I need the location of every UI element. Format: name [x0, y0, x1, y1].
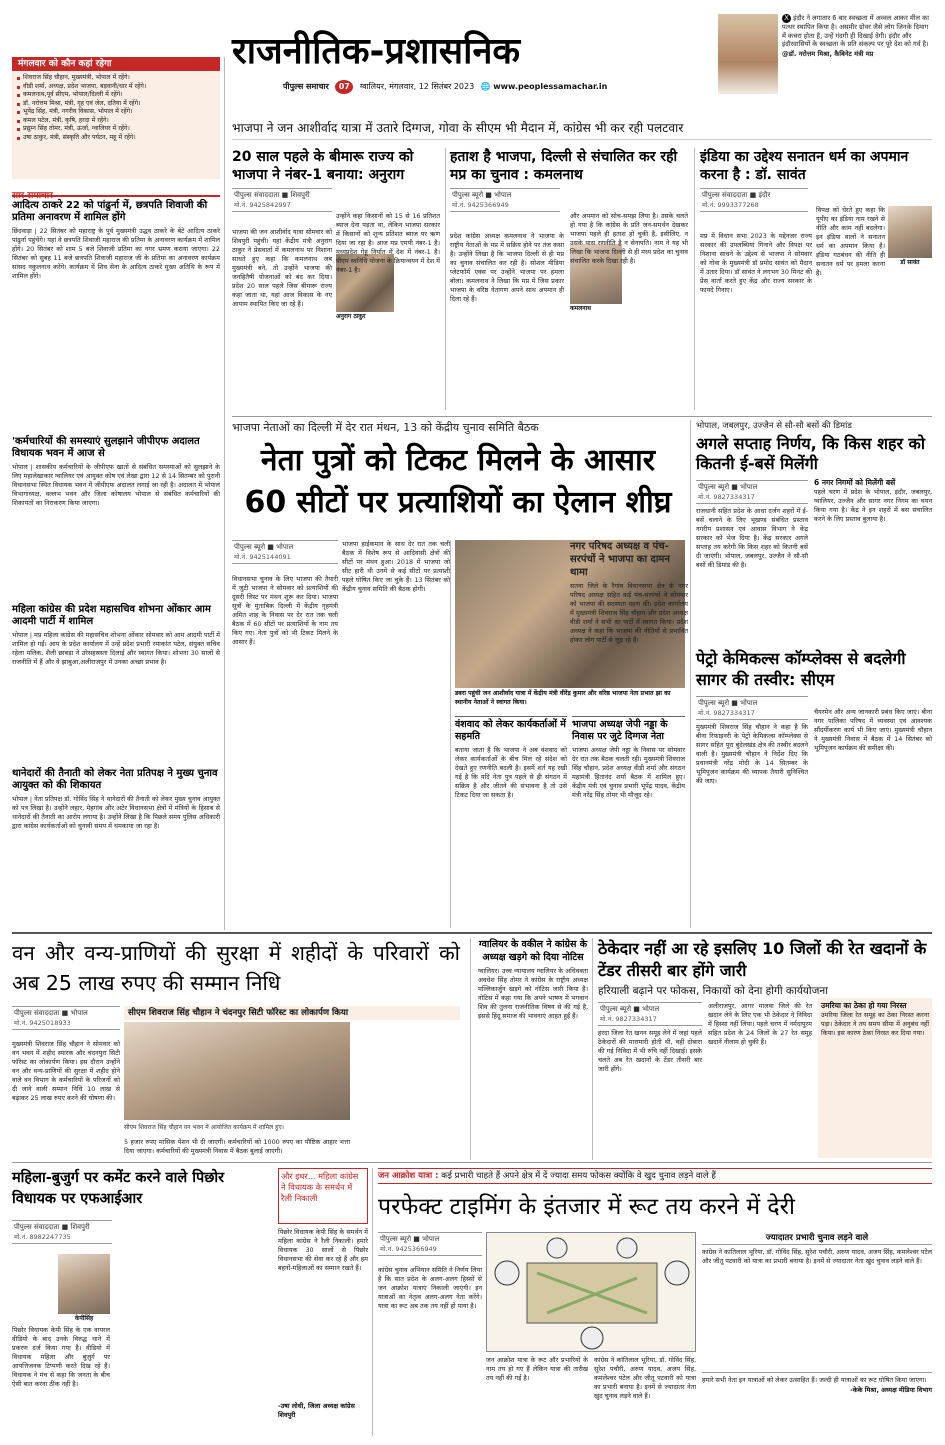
- quote-author: @डॉ. नरोत्तम मिश्रा, कैबिनेट मंत्री मप्र: [782, 49, 874, 58]
- schedule-item: उषा ठाकुर, मंत्री, संस्कृति और पर्यटन, महू में रहेंगे।: [15, 134, 217, 143]
- story-subhead: ज्यादातर प्रभारी चुनाव लड़ने वाले: [702, 1232, 932, 1245]
- cartoon-figure: [617, 1238, 637, 1258]
- byline: [378, 1232, 482, 1256]
- top-banner: [232, 118, 932, 140]
- story-kicker: भोपाल, जबलपुर, उज्जैन से सौ-सौ बसों की डिमांड: [696, 421, 852, 431]
- column-divider: [450, 540, 451, 928]
- story-body: पहले चरण में प्रदेश के भोपाल, इंदौर, जबलपुर, ग्वालियर, उज्जैन और सागर नगर निगम का चयन किया गया है। केंद्र ने इन शहरों में बस संचालित करने के लिए प्रस्ताव बुलाया है।: [814, 488, 932, 523]
- brief-body: भोपाल | मप्र महिला कांग्रेस की महासचिव शोभना ओंकार सोमवार को आम आदमी पार्टी में शामिल हो गईं। आप के प्रदेश कार्यालय में उन्हें प्रदेश प्रभारी रमाकांत पटेल, संयुक्त सचिव रहेला मलिक, शैली छाबड़ा ने उरेसहस्रस्ता दिलाई और स्वागत किया। शोभना 30 सालों से राजनीति में हैं और वे झाबुआ,अलीराजपुर में उनका अच्छा प्रभाव है।: [12, 631, 220, 666]
- byline-text: पीपुल्स संवाददाता ■ शिवपुरी: [234, 191, 310, 199]
- dateline-bar: [283, 80, 713, 96]
- ebus-col2: [814, 478, 932, 638]
- yatra-quote: [702, 1372, 932, 1394]
- lead-body-col2: भाजपा हाईकमान के साथ देर रात तक चली बैठक में विशेष रूप से आदिवासी क्षेत्रों की सीटों पर मंथन हुआ। 2018 में भाजपा जो सीट हारी थी उनमें से कई सीटों पर प्रत्याशी पहले घोषित किए जा चुके हैं। 13 सितंबर को केंद्रीय चुनाव समिति की बैठक होगी।: [342, 540, 450, 593]
- byline-text: पीपुल्स ब्यूरो ■ भोपाल: [380, 1235, 440, 1243]
- story-body: उन्होंने कहा किसानों को 15 से 16 प्रतिशत ब्याज देना पड़ता था, लेकिन भाजपा सरकार में किसानों को शून्य प्रतिशत ब्याज पर ऋण दिया जा रहा है। आज मप्र एमपी नंबर-1 है। मध्यप्रदेश गेहूं निर्यात में देश में नंबर-1 है। पीएम स्वनिधि योजना के क्रियान्वयन में देश में नंबर-1 है।: [336, 212, 440, 274]
- story-headline: 20 साल पहले के बीमारू राज्य को भाजपा ने नंबर-1 बनाया: अनुराग: [232, 149, 414, 183]
- byline: [598, 1002, 702, 1026]
- story-kamalnath: [450, 148, 688, 413]
- story-banner: सीएम शिवराज सिंह चौहान ने चंदनपुर सिटी फॉरेस्ट का लोकार्पण किया: [124, 1006, 460, 1020]
- story-body: अलीराजपुर, आगर मालवा जिले की रेत खदान लेने के लिए एक भी ठेकेदार ने निविदा में हिस्सा नहीं लिया। पहले चरण में नर्मदापुरम सहित प्रदेश के 24 जिलों के 27 रेत समूह खदानें नीलाम हो चुकी हैं।: [708, 1002, 812, 1046]
- story-headline: वंशवाद को लेकर कार्यकर्ताओं में सहमति: [455, 716, 567, 743]
- byline: [700, 188, 808, 212]
- story-headline: अगले सप्ताह निर्णय, कि किस शहर को कितनी ई-बसें मिलेंगी: [696, 434, 925, 473]
- yatra-kicker-bar: [378, 1168, 932, 1184]
- page-title: [232, 28, 632, 78]
- brief-headline: महिला कांग्रेस की प्रदेश महासचिव शोभना ओंकार आम आदमी पार्टी में शामिल: [12, 604, 211, 627]
- story-headline: ठेकेदार नहीं आ रहे इसलिए 10 जिलों की रेत खदानों के टेंडर तीसरी बार होंगे जारी: [598, 939, 927, 980]
- byline: [450, 188, 560, 212]
- brief-aditya: [12, 200, 220, 432]
- brief-shobhana: [12, 604, 220, 764]
- story-van-headline: [12, 938, 460, 1000]
- byline-mobile: मो.नं. 9993377268: [702, 201, 759, 209]
- story-nagar-parishad: [570, 540, 688, 712]
- story-body: चैयरमेन और अन्य जानकारी प्रबंध किए जाएं। बीना नगर पालिका परिषद में व्यवस्था एवं आवश्यक सौंदर्यीकरण कार्य भी किए जाएं। मुख्यमंत्री चौहान ने मुख्यमंत्री निवास में बैठक में 14 सितंबर को भूमिपूजन कार्यक्रम की समीक्षा की।: [814, 708, 932, 752]
- story-body: राजधानी सहित प्रदेश के आधा दर्जन शहरों में ई-बसें चलाने के लिए भूखण्ड संबंधित प्रस्ताव नगरीय प्रशासन एवं आवास विभाग ने केंद्र सरकार को भेज दिया है। केंद्र सरकार अगले सप्ताह तय करेगी कि किस शहर को कितनी बसें दी जाएंगी। भोपाल, जबलपुर, उज्जैन ने सौ-सौ बसों की डिमांड की है।: [696, 507, 808, 569]
- story-headline: हताश है भाजपा, दिल्ली से संचालित कर रही मप्र का चुनाव : कमलनाथ: [450, 149, 678, 183]
- story-thekedar: [598, 938, 932, 1160]
- umaria-box: [818, 998, 932, 1158]
- yatra-byline: [378, 1232, 482, 1262]
- quote-text: इंदौर ने लगातार 6 बार स्वच्छता में अव्वल आकर मील का पत्थर स्थापित किया है। असमीर ग्रोवर जैसे लोग जिनके दिमाग में कचरा होता है, उन्हें गंदगी ही दिखाई देगी। इंदौर और इंदौरवासियों के स्वच्छता के प्रति संकल्प पर पूरे देश को गर्व है।: [782, 14, 929, 49]
- story-headline: महिला-बुजुर्ग पर कमेंट करने वाले पिछोर विधायक पर एफआईआर: [12, 1170, 225, 1207]
- lead-byline: [232, 540, 338, 570]
- sawant-photo: [888, 206, 932, 258]
- brief-thanedar: [12, 768, 220, 928]
- brief-headline: 'कर्मचारियों की समस्याएं सुलझाने जीपीएफ अदालत विधायक भवन में आज से: [12, 436, 200, 459]
- story-subhead: हरियाली बढ़ाने पर फोकस, निकायों को देना होगी कार्ययोजना: [598, 985, 828, 997]
- box-body: उमरिया जिला रेत समूह का ठेका निरस्त करना पड़ा। ठेकेदार ने तय समय सीमा में अनुबंध नहीं किया। इस कारण ठेका निरस्त कर दिया गया।: [821, 1011, 929, 1037]
- story-sawant: [700, 148, 932, 413]
- story-vanshvad: [455, 716, 567, 928]
- thekedar-col1: [598, 1002, 702, 1149]
- quote-author: -केके मिश्रा, अध्यक्ष मीडिया विभाग: [850, 1386, 932, 1394]
- brief-headline: आदित्य ठाकरे 22 को पांढुर्ना में, छत्रपति शिवाजी की प्रतिमा अनावरण में शामिल होंगे: [12, 200, 208, 223]
- aside-kicker: और इधर... महिला कांग्रेस ने विधायक के समर्थन में रैली निकाली: [281, 1171, 359, 1203]
- photo-caption: सीएम शिवराज सिंह चौहान वन भवन में आयोजित कार्यक्रम में शामिल हुए।: [124, 1124, 284, 1131]
- story-body: मुख्यमंत्री शिवराज सिंह चौहान ने कहा है कि बीना रिफाइनरी के पेट्रो केमिकल्स कॉम्प्लेक्स से सागर सहित पूरा बुंदेलखंड क्षेत्र की तस्वीर बदलने वाली है। मुख्यमंत्री चौहान ने निर्देश दिए कि प्रधानमंत्री नरेंद्र मोदी के 14 सितम्बर के भूमिपूजन कार्यक्रम की व्यापक तैयारी सुनिश्चित की जाए।: [696, 723, 808, 785]
- brief-section-label: सार समाचार: [12, 191, 53, 201]
- story-body: कांग्रेस चुनाव अभियान समिति ने निर्णय लिया है कि सात प्रदेश के अलग-अलग हिस्सों से जन आक्रोश यात्राएं निकाली जाएंगी। इन यात्राओं का नेतृत्व अलग-अलग नेता करेंगे। यात्रा का रूट अब तक तय नहीं हो पाया है।: [378, 1266, 482, 1310]
- byline-mobile: मो.नं. 8982247735: [14, 1233, 71, 1241]
- story-headline: इंडिया का उद्देश्य सनातन धर्म का अपमान करना है : डॉ. सावंत: [700, 149, 909, 183]
- byline-mobile: मो.नं. 9425842997: [234, 201, 291, 209]
- cartoon-figure: [581, 1327, 603, 1349]
- cartoon-figure: [665, 1261, 689, 1285]
- lead-photo-caption: डबरा पहुंची जन आशीर्वाद यात्रा में केंद्रीय मंत्री वीरेंद्र कुमार और वरिष्ठ भाजपा नेता प्रभात झा का स्थानीय नेताओं ने स्वागत किया।: [455, 690, 671, 706]
- photo-caption: केपीसिंह: [74, 1315, 94, 1322]
- story-subhead: 6 नगर निगमों को मिलेंगी बसें: [814, 478, 896, 487]
- brief-body: भोपाल | शासकीय कर्मचारियों के जीपीएफ खातों से संबंधित समस्याओं को सुलझाने के लिए महालेखाकार ग्वालियर एवं आयुक्त कोष एवं लेखा द्वारा 12 से 14 सितम्बर को पुरानी विधानसभा स्थित विधायक भवन में जीपीएफ अदालत लगाई जा रही है। अदालत में भोपाल विभागाध्यक्ष, वल्लभ भवन और जिला कोषालय भोपाल से संबंधित कर्मचारियों की शिकायतों का निराकरण किया जाएगा।: [12, 463, 220, 507]
- masthead-title: राजनीतिक-प्रशासनिक: [232, 31, 521, 72]
- story-body: कांग्रेस ने कांतिलाल भूरिया, डॉ. गोविंद सिंह, सुरेश पचौरी, अरुण यादव, अजय सिंह, कमलेश्वर पटेल और जीतू पटवारी को यात्रा का प्रभारी बनाया है। इनमें से ज्यादातर नेता खुद चुनाव लड़ने वाले हैं।: [594, 1356, 696, 1400]
- byline: [696, 480, 808, 504]
- brief-gpf: [12, 436, 220, 601]
- brief-headline: थानेदारों की तैनाती को लेकर नेता प्रतिपक्ष ने मुख्य चुनाव आयुक्त को की शिकायत: [12, 768, 218, 791]
- schedule-item: कमल पटेल, मंत्री, कृषि, हरदा में रहेंगे।: [15, 117, 217, 126]
- byline-mobile: मो.नं. 9827334317: [698, 493, 755, 501]
- schedule-box: [12, 57, 220, 179]
- yatra-kicker: [378, 1169, 932, 1183]
- byline-mobile: मो.नं. 9827334317: [600, 1015, 657, 1023]
- story-body: पिछोर विधायक केपी सिंह के एक वायरल वीडियो के बाद उनके विरुद्ध थाने में प्रकरण दर्ज किया गया है। वीडियो में विधायक महिला और बुजुर्ग पर आपत्तिजनक टिप्पणी करते दिख रहे हैं। विधायक ने मंच से कहा कि जनता के बीच ऐसी बात करना ठीक नहीं है।: [12, 1326, 110, 1388]
- schedule-item: कमलनाथ,पूर्व सीएम, भोपाल/दिल्ली में रहेंगे।: [15, 91, 217, 100]
- story-body: जन आक्रोश यात्रा के रूट और प्रभारियों के नाम तय हो गए हैं लेकिन यात्रा की तारीख तय नहीं की गई है।: [486, 1356, 588, 1382]
- byline-text: पीपुल्स ब्यूरो ■ भोपाल: [600, 1005, 660, 1013]
- story-headline: परफेक्ट टाइमिंग के इंतजार में रूट तय करने में देरी: [378, 1194, 795, 1220]
- story-mahila-headline: [12, 1168, 272, 1216]
- story-body: कांग्रेस ने कांतिलाल भूरिया, डॉ. गोविंद सिंह, सुरेश पचौरी, अरुण यादव, अजय सिंह, कमलेश्वर पटेल और जीतू पटवारी को यात्रा का प्रभारी बनाया है। इनमें से ज्यादातर नेता खुद चुनाव लड़ने वाले हैं।: [702, 1248, 932, 1265]
- brief-body: भोपाल | नेता प्रतिपक्ष डॉ. गोविंद सिंह ने थानेदारों की तैनाती को लेकर मुख्य चुनाव आयुक्त को पत्र लिखा है। उन्होंने लहार, मेहगांव और अटेर विधानसभा क्षेत्रों में मंत्रियों के हिसाब से थानेदारों की तैनाती का आरोप लगाया है। उन्होंने लिखा है कि पिछले समय पुलिस अधिकारी द्वारा कांग्रेस कार्यकर्ताओं को चुनावी समय में धमकाया जा रहा है।: [12, 795, 220, 830]
- byline-mobile: मो.नं. 9425366949: [380, 1245, 437, 1253]
- column-divider: [470, 938, 471, 1160]
- section-divider: [232, 416, 932, 417]
- lead-headline: [232, 440, 684, 532]
- byline-mobile: मो.नं. 9425366949: [452, 201, 509, 209]
- mahila-aside: [278, 1168, 368, 1224]
- photo-caption: अनुराग ठाकुर: [336, 313, 366, 320]
- x-icon: X: [782, 14, 791, 23]
- top-banner-text: भाजपा ने जन आशीर्वाद यात्रा में उतारे दिग्गज, गोवा के सीएम भी मैदान में, कांग्रेस भी कर रही पलटवार: [232, 121, 684, 135]
- schedule-title: मंगलवार को कौन कहां रहेगा: [12, 57, 220, 71]
- byline-mobile: मो.नं. 9425144091: [234, 553, 291, 561]
- website-link[interactable]: www.peoplessamachar.in: [493, 82, 608, 91]
- lead-headline-line2: 60 सीटों पर प्रत्याशियों का ऐलान शीघ्र: [244, 485, 672, 520]
- schedule-item: भूपेंद्र सिंह, मंत्री, नगरीय विकास, भोपाल में रहेंगे।: [15, 108, 217, 117]
- story-body: भाजपा की जन आशीर्वाद यात्रा सोमवार को शिवपुरी पहुंची। यहां केंद्रीय मंत्री अनुराग ठाकुर ने प्रेसवार्ता में कमलनाथ पर निशाना साधते हुए कहा कि कमलनाथ जब मुख्यमंत्री बने, तो उन्होंने भाजपा की जनहितैषी योजनाओं को बंद कर दिया। प्रदेश 20 साल पहले जिस बीमारू राज्य कहा जाता था, यहां आज विकास के नए आयाम स्थापित किए जा रहे हैं।: [232, 228, 332, 308]
- byline: [12, 1006, 120, 1030]
- quote-text: हमारे सभी नेता इन यात्राओं को लेकर उत्साहित हैं। जल्दी ही यात्राओं का रूट घोषित किया जाएगा।: [702, 1376, 927, 1384]
- schedule-item: डॉ. नरोत्तम मिश्रा, मंत्री, गृह एवं जेल, दतिया में रहेंगे।: [15, 100, 217, 109]
- column-divider: [445, 148, 446, 410]
- story-anurag: [232, 148, 440, 413]
- lead-kicker: [232, 420, 684, 438]
- story-headline: वन और वन्य-प्राणियों की सुरक्षा में शहीदों के परिवारों को अब 25 लाख रुपए की सम्मान निधि: [12, 941, 460, 995]
- yatra-headline-wrap: [378, 1188, 932, 1228]
- dateline: ग्वालियर, मंगलवार, 12 सितंबर 2023: [359, 82, 475, 91]
- story-body: प्रदेश कांग्रेस अध्यक्ष कमलनाथ ने भाजपा के राष्ट्रीय नेताओं के मप्र में सक्रिय होने पर तंज कसा है। उन्होंने लिखा है कि भाजपा दिल्ली से ही मप्र का चुनाव संचालित कर रही है। सोशल मीडिया प्लेटफॉर्म एक्स पर उन्होंने भाजपा पर हमला बोला। कमलनाथ ने लिखा कि मप्र में जिस प्रकार भाजपा के वरिष्ठ नेतागण अपने साथ अपमान ही दिला रहे हैं।: [450, 232, 564, 303]
- column-divider: [372, 1168, 373, 1436]
- story-body: मप्र में विधान सभा 2023 के मद्देनजर राज्य सरकार की उपलब्धियां गिनाने और विपक्ष पर निशाना साधने के उद्देश्य से भाजपा ने सोमवार को गोवा के मुख्यमंत्री डॉ प्रमोद सावंत को मैदान में उतार दिया। डॉ सावंत ने लगभग 30 मिनट की प्रेस वार्ता करते हुए केंद्र और राज्य सरकार के फायदे गिनाए।: [700, 232, 812, 294]
- story-body: 5 हजार रुपए मासिक पेंशन भी दी जाएगी। कर्मचारियों को 1000 रुपए का पौष्टिक आहार भत्ता दिया जाएगा। कर्मचारियों की मुख्यमंत्री निवास में बैठक बुलाई जाएगी।: [124, 1138, 350, 1155]
- story-body: बताया जाता है कि भाजपा ने अब वंशवाद को लेकर कार्यकर्ताओं के बीच मिल रहे संदेश को देखते हुए रणनीति बदली है। इसमें शर्त यह रखी गई है कि यदि नेता पुत्र पहले से ही संगठन में सक्रिय है और जीतने की संभावना है तो उसे टिकट दिया जा सकता है।: [455, 746, 567, 799]
- byline-text: पीपुल्स ब्यूरो ■ भोपाल: [698, 699, 758, 707]
- story-body: भाजपा अध्यक्ष जेपी नड्डा के निवास पर सोमवार देर रात तक बैठक चलती रही। मुख्यमंत्री शिवराज सिंह चौहान, प्रदेश अध्यक्ष वीडी शर्मा और संगठन महामंत्री हितानंद शर्मा बैठक में शामिल हुए। केंद्रीय मंत्री एवं चुनाव प्रभारी भूपेंद्र यादव, केंद्रीय मंत्री नरेंद्र सिंह तोमर भी मौजूद रहे।: [572, 746, 685, 799]
- schedule-item: वीडी शर्मा, अध्यक्ष, प्रदेश भाजपा, बड़वानी/धार में रहेंगे।: [15, 83, 217, 92]
- globe-icon: 🌐: [480, 82, 491, 91]
- van-byline: [12, 1006, 120, 1036]
- story-body: और अपमान को सोच-समझ लिया है। उसके चलते हो गया है कि कांग्रेस के प्रति जन-समर्थन देखकर भाजपा पहले ही हताश हो चुकी है, इसीलिए, न उसके पास रणनीति है न सेनापति। नाम ने यह भी लिखा कि भाजपा दिल्ली से ही मध्य प्रदेश का चुनाव संचालित करके दिखा रही है।: [570, 212, 688, 265]
- schedule-item: शिवराज सिंह चौहान, मुख्यमंत्री, भोपाल में रहेंगे।: [15, 74, 217, 83]
- byline-text: पीपुल्स संवाददाता ■ शिवपुरी: [14, 1223, 90, 1231]
- byline-text: पीपुल्स संवाददाता ■ भोपाल: [14, 1009, 88, 1017]
- lead-body-col1: विधानसभा चुनाव के लिए भाजपा की तैयारी में जुटी भाजपा ने सोमवार को प्रत्याशियों की दूसरी लिस्ट पर मंथन शुरू कर दिया। भाजपा सूत्रों के मुताबिक दिल्ली में केंद्रीय गृहमंत्री अमित शाह के निवास पर देर रात तक चली बैठक में 60 सीटों पर प्रत्याशियों के नाम तय किए गए। नेता पुत्रों को भी टिकट मिलने के आसार हैं।: [232, 575, 338, 646]
- byline-text: पीपुल्स ब्यूरो ■ भोपाल: [452, 191, 512, 199]
- cartoon-figure: [547, 1238, 567, 1258]
- kicker-tag: जन आक्रोश यात्रा :: [378, 1171, 439, 1181]
- story-kharge: [478, 938, 588, 1160]
- page-number: 07: [335, 80, 353, 94]
- story-ebus: [696, 420, 932, 645]
- yatra-right: [702, 1232, 932, 1436]
- brief-body: छिंदवाड़ा | 22 सितंबर को महाराष्ट्र के पूर्व मुख्यमंत्री उद्धव ठाकरे के बेटे आदित्य ठाकरे पांढुर्ना पहुंचेंगे। यहां वे छत्रपति शिवाजी महाराज की प्रतिमा के अनावरण कार्यक्रम में शामिल होंगे। 20 सितंबर को शाम 5 बजे शिवाजी प्रतिमा का नगर भ्रमण कराया जाएगा। 22 सितंबर को सुबह 11 बजे छत्रपति शिवाजी महाराज जी के प्रतिमा का अनावरण कार्यक्रम सांसद नकुलनाथ करेंगे। कार्यक्रम में शिव सेना के आदित्य ठाकरे मुख्य अतिथि के रूप में शामिल होंगे।: [12, 227, 220, 280]
- photo-caption: कमलनाथ: [570, 305, 591, 312]
- story-headline: भाजपा अध्यक्ष जेपी नड्डा के निवास पर जुटे दिग्गज नेता: [572, 716, 685, 743]
- kpsingh-photo: [58, 1254, 110, 1314]
- brand-name: पीपुल्स समाचार: [283, 82, 329, 91]
- lead-headline-line1: नेता पुत्रों को टिकट मिलने के आसार: [260, 443, 656, 478]
- sawant-photo-wrap: [888, 206, 932, 266]
- story-anurag-col2: [336, 212, 440, 412]
- byline-mobile: मो.नं. 9425018933: [14, 1019, 71, 1027]
- story-headline: ग्वालियर के वकील ने कांग्रेस के अध्यक्ष खड़गे को दिया नोटिस: [478, 939, 588, 963]
- masthead-quote: [782, 14, 934, 100]
- byline: [232, 540, 338, 564]
- byline: [696, 696, 808, 720]
- story-headline: नगर परिषद अध्यक्ष व पंच-सरपंचों ने भाजपा का दामन थामा: [570, 541, 670, 578]
- box-title: उमरिया का ठेका हो गया निरस्त: [821, 1001, 907, 1010]
- column-divider: [690, 420, 691, 928]
- petro-col1: [696, 696, 808, 913]
- story-kamal-col2: [570, 212, 688, 412]
- byline: [12, 1220, 112, 1244]
- byline-text: पीपुल्स ब्यूरो ■ भोपाल: [234, 543, 294, 551]
- schedule-item: प्रद्युम्न सिंह तोमर, मंत्री, ऊर्जा, ग्वालियर में रहेंगे।: [15, 125, 217, 134]
- byline-text: पीपुल्स ब्यूरो ■ भोपाल: [698, 483, 758, 491]
- aside-author: -उषा लोधी, जिला अध्यक्ष कांग्रेस शिवपुरी: [278, 1402, 355, 1419]
- story-body: सतना जिले के रैगांव विधानसभा क्षेत्र के नगर परिषद अध्यक्ष सहित कई पंच-सरपंचों ने सोमवार को भाजपा की सदस्यता ग्रहण की। प्रदेश कार्यालय में मुख्यमंत्री शिवराज सिंह चौहान और प्रदेश अध्यक्ष वीडी शर्मा ने सभी का पार्टी में स्वागत किया। प्रदेश अध्यक्ष ने कहा कि भाजपा की नीतियों से प्रभावित होकर लोग पार्टी से जुड़ रहे हैं।: [570, 582, 688, 644]
- lead-kicker-text: भाजपा नेताओं का दिल्ली में देर रात मंथन, 13 को केंद्रीय चुनाव समिति बैठक: [232, 421, 539, 434]
- van-photo: [124, 1022, 350, 1120]
- story-body: हरदा जिला रेत खनन समूह लेने में जहां पहले ठेकेदारों की मारामारी होती थी, वहीं दोबारा की गई निविदा में भी रुचि नहीं दिखाई। इसके चलते अब रेत खदानों के टेंडर तीसरी बार जारी होंगे।: [598, 1029, 702, 1073]
- kpsingh-photo-wrap: [58, 1254, 110, 1324]
- kicker-text: कई प्रभारी चाहते हैं अपने क्षेत्र में दें ज्यादा समय फोकस क्योंकि वे खुद चुनाव लड़ने वाले हैं: [441, 1171, 716, 1181]
- cartoon-figure: [495, 1261, 519, 1285]
- byline-text: पीपुल्स संवाददाता ■ इंदौर: [702, 191, 771, 199]
- story-petro: [696, 648, 932, 930]
- photo-caption: डॉ सावंत: [900, 259, 920, 266]
- story-body: ग्वालियर। उच्च न्यायालय ग्वालियर के अधिवक्ता अवधेश सिंह तोमर ने कांग्रेस के राष्ट्रीय अध्यक्ष मल्लिकार्जुन खड़गे को नोटिस जारी किया है। नोटिस में कहा गया कि अपने भाषण में भगवान शिव की तुलना राजनीतिक विषय से की गई है, इससे हिंदू समाज की भावनाएं आहत हुई हैं।: [478, 967, 588, 1020]
- yatra-cartoon: [486, 1232, 696, 1352]
- cartoon-drawing: [487, 1233, 697, 1353]
- story-nadda: [572, 716, 685, 928]
- byline-mobile: मो.नं. 9827334317: [698, 709, 755, 717]
- brief-section-header: [12, 183, 220, 201]
- mahila-byline: [12, 1220, 112, 1250]
- byline: [232, 188, 332, 212]
- section-divider: [12, 932, 932, 934]
- column-divider: [694, 148, 695, 410]
- story-body: मुख्यमंत्री शिवराज सिंह चौहान ने सोमवार को वन भवन में शहीद स्मारक और चंदनपुरा सिटी फॉरेस्ट का लोकार्पण किया। इस दौरान उन्होंने वन और वन्य-प्राणियों की सुरक्षा में शहीद होने वाले वन विभाग के कर्मचारियों के परिजनों को दी जाने वाली सम्मान निधि 10 लाख से बढ़ाकर 25 लाख रुपए करने की घोषणा की।: [12, 1040, 120, 1102]
- column-divider: [224, 57, 225, 930]
- story-body: विपक्ष को घेरते हुए कहा कि यूपीए का इंडिया नाम रखने से नीति और काम नहीं बदलेगा। इन इंडिया वालों ने सनातन धर्म का अपमान किया है। इंडिया गठबंधन की नीति ही सनातन धर्म पर हमला करना है।: [816, 206, 885, 277]
- story-sawant-col2: [816, 206, 932, 411]
- ebus-col1: [696, 480, 808, 637]
- minister-photo: [718, 14, 778, 94]
- column-divider: [592, 938, 593, 1160]
- aside-body: पिछोर विधायक केपी सिंह के समर्थन में महिला कांग्रेस ने रैली निकाली। हमारे विधायक 30 सालों से पिछोर विधानसभा की सेवा कर रहे हैं और हम बहनों-महिलाओं का सम्मान रखते हैं।: [278, 1228, 368, 1272]
- story-headline: पेट्रो केमिकल्स कॉम्प्लेक्स से बदलेगी सागर की तस्वीर: सीएम: [696, 649, 906, 689]
- section-divider: [12, 1162, 932, 1163]
